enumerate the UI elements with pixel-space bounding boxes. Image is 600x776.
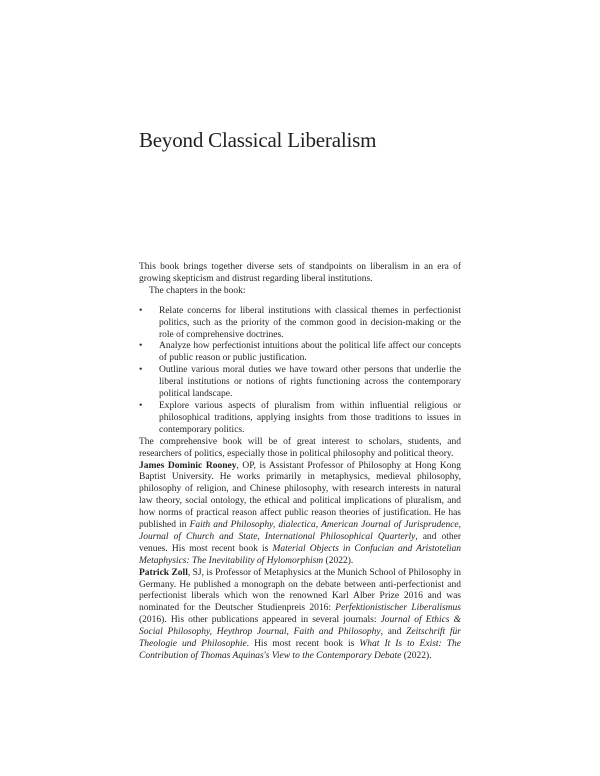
bio-text: , SJ, is Professor of Metaphysics at the Munich School of Philosophy in Germany. He published a monograph on the debate between anti-perfectionist and perfectionist liberals which won the renowned Karl Alber Prize 2016 and was nominated for the Deutscher Studienpreis 2016:	[139, 567, 461, 614]
chapters-lead: The chapters in the book:	[149, 285, 246, 296]
author-name: Patrick Zoll	[139, 567, 188, 578]
bio-text: (2022).	[401, 651, 432, 661]
chapter-list	[139, 306, 461, 437]
journal-list: Zeitschrift für Theologie und Philosophie	[139, 627, 461, 650]
bio-text: , and	[380, 627, 407, 638]
book-description	[139, 262, 461, 663]
journal-list: Journal of Ethics & Social Philosophy, Heythrop Journal, Faith and Philosophy	[139, 615, 462, 638]
author-bio-rooney	[139, 461, 461, 568]
summary-paragraph: The comprehensive book will be of great interest to scholars, students, and researchers of politics, especially those in political philosophy and political theory.	[139, 436, 461, 459]
book-citation: What It Is to Exist: The Contribution of Thomas Aquinas's View to the Contemporary Debate	[139, 639, 461, 661]
bio-text: . His most recent book is	[246, 639, 360, 650]
author-bio-zoll	[139, 568, 461, 663]
venue-list: Faith and Philosophy, dialectica, American Journal of Jurisprudence, Journal of Church and State, International Philosophical Quarterly	[139, 520, 462, 542]
list-item: • Relate concerns for liberal institutions with classical themes in perfectionist politics, such as the priority of the common good in decision-making or the role of comprehensive doctrines.	[139, 306, 461, 342]
book-title: Beyond Classical Liberalism	[139, 128, 377, 152]
bio-text: , and other venues. His most recent book is	[139, 531, 461, 554]
bio-text: , OP, is Assistant Professor of Philosophy at Hong Kong Baptist University. He works primarily in metaphysics, medieval philosophy, philosophy of religion, and Chinese philosophy, with research interests in natural law theory, social ontology, the ethical and political implications of pluralism, and how norms of practical reason affect public reason theories of justification. He has published in	[139, 460, 461, 531]
list-item: • Outline various moral duties we have toward other persons that underlie the liberal institutions or notions of rights functioning across the contemporary political landscape.	[139, 365, 461, 401]
bio-text: (2022).	[323, 555, 354, 566]
book-citation: Material Objects in Confucian and Aristotelian Metaphysics: The Inevitability of Hylomorphism	[139, 543, 461, 566]
list-item: • Explore various aspects of pluralism from within influential religious or philosophical traditions, applying insights from those traditions to issues in contemporary politics.	[139, 401, 461, 437]
intro-paragraph: This book brings together diverse sets of standpoints on liberalism in an era of growing skepticism and distrust regarding liberal institutions.	[139, 262, 461, 284]
list-item: • Analyze how perfectionist intuitions about the political life affect our concepts of public reason or public justification.	[139, 341, 461, 365]
bio-text: (2016). His other publications appeared in several journals:	[139, 615, 381, 626]
author-name: James Dominic Rooney	[139, 460, 237, 471]
book-citation: Perfektionistischer Liberalismus	[335, 603, 461, 614]
